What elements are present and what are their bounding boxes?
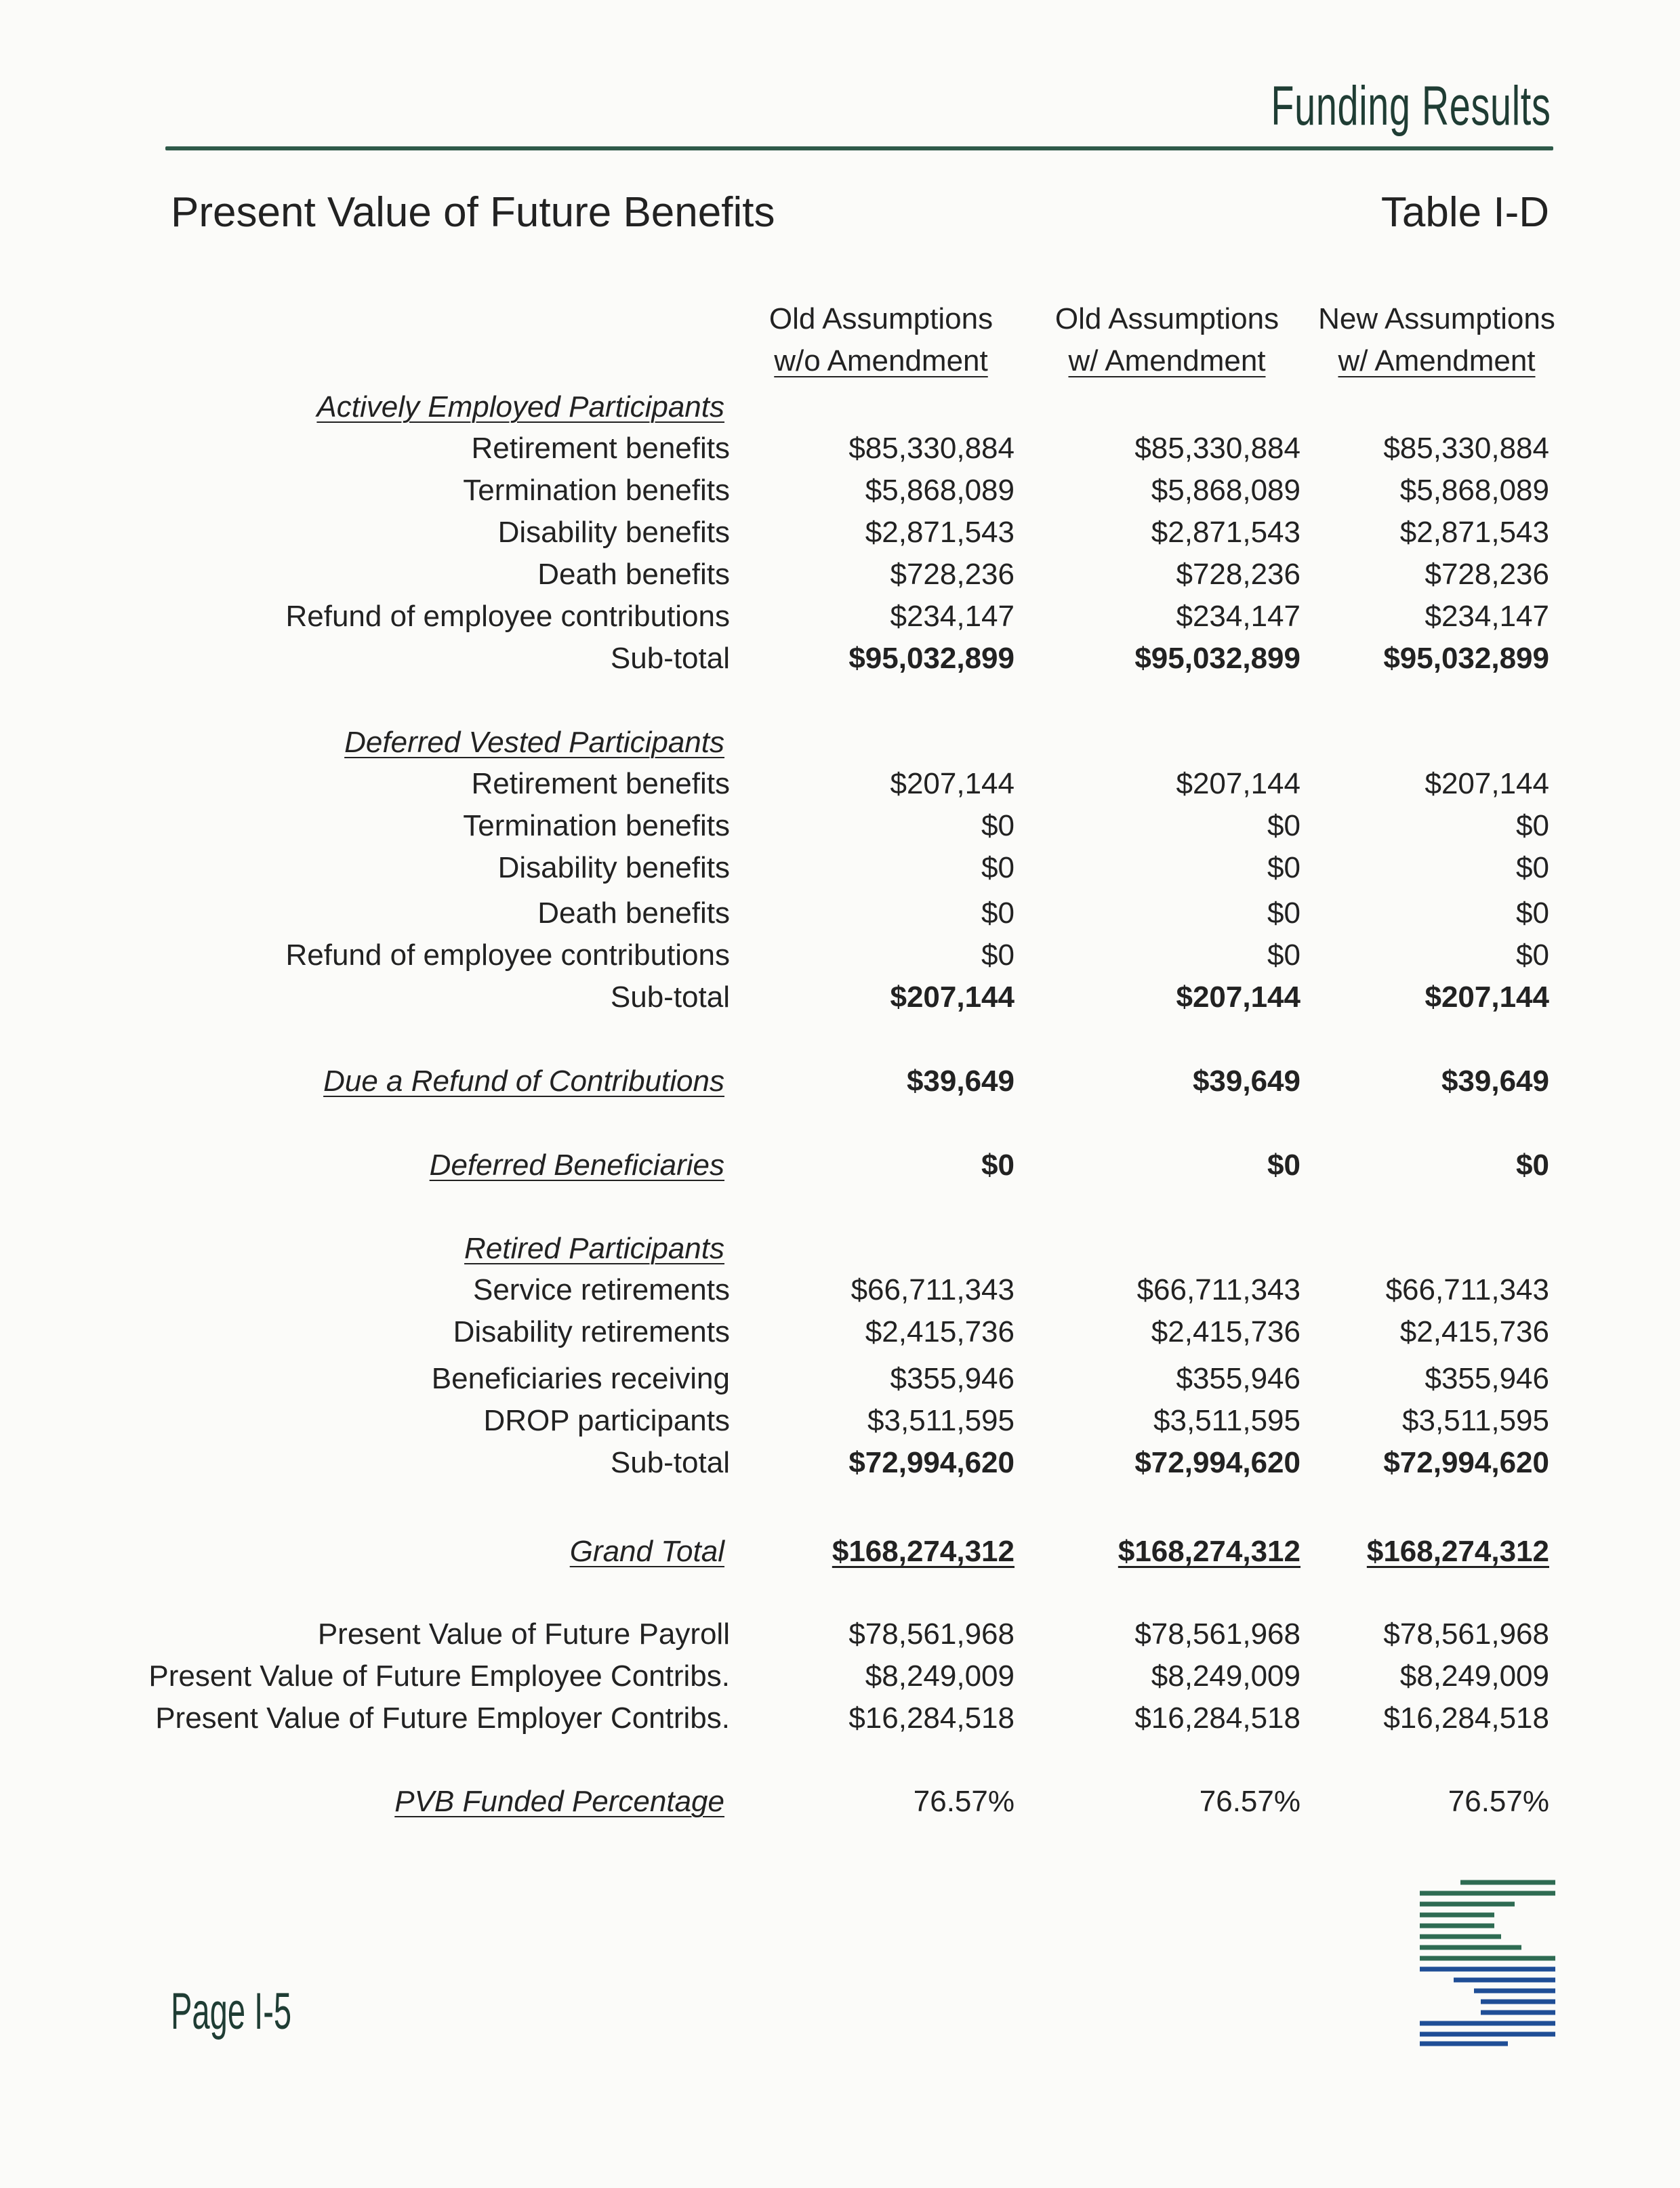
funded-percentage-label: PVB Funded Percentage (394, 1785, 724, 1818)
grand-total-value: $168,274,312 (832, 1535, 1015, 1568)
value-cell: $0 (1267, 1149, 1300, 1182)
value-cell: $2,871,543 (1151, 516, 1300, 549)
value-cell: $5,868,089 (865, 474, 1015, 507)
value-cell: $355,946 (890, 1362, 1015, 1395)
value-cell: $207,144 (890, 767, 1015, 800)
value-cell: $728,236 (890, 558, 1015, 591)
row-label: Termination benefits (463, 809, 730, 842)
column-header-line1: Old Assumptions (1054, 302, 1279, 335)
subtotal-value: $95,032,899 (1134, 642, 1300, 675)
row-label: Refund of employee contributions (285, 600, 730, 633)
row-label: Death benefits (537, 896, 730, 930)
subtotal-value: $207,144 (1176, 981, 1300, 1014)
value-cell: $8,249,009 (1151, 1659, 1300, 1693)
section-header-active: Actively Employed Participants (316, 390, 724, 424)
value-cell: $78,561,968 (1383, 1617, 1549, 1651)
value-cell: $0 (1516, 938, 1549, 972)
value-cell: $207,144 (1176, 767, 1300, 800)
subtotal-label: Sub-total (610, 981, 730, 1014)
value-cell: $728,236 (1176, 558, 1300, 591)
value-cell: $8,249,009 (865, 1659, 1015, 1693)
subtotal-value: $72,994,620 (1383, 1446, 1549, 1479)
page-title: Present Value of Future Benefits (171, 189, 775, 236)
value-cell: $3,511,595 (867, 1404, 1015, 1437)
value-cell: $0 (1516, 1149, 1549, 1182)
value-cell: $39,649 (1192, 1065, 1300, 1098)
value-cell: $355,946 (1176, 1362, 1300, 1395)
value-cell: $39,649 (1441, 1065, 1549, 1098)
value-cell: $0 (981, 938, 1015, 972)
value-cell: $3,511,595 (1153, 1404, 1300, 1437)
column-header-line2: w/ Amendment (1338, 344, 1536, 377)
value-cell: $234,147 (890, 600, 1015, 633)
value-cell: $0 (981, 896, 1015, 930)
value-cell: $207,144 (1425, 767, 1549, 800)
funded-percentage-value: 76.57% (1448, 1785, 1549, 1818)
subtotal-value: $207,144 (890, 981, 1015, 1014)
row-label: Beneficiaries receiving (431, 1362, 730, 1395)
row-label: DROP participants (483, 1404, 730, 1437)
value-cell: $0 (1267, 851, 1300, 884)
value-cell: $8,249,009 (1399, 1659, 1549, 1693)
value-cell: $2,415,736 (1399, 1315, 1549, 1348)
section-header-due-refund: Due a Refund of Contributions (323, 1065, 724, 1098)
value-cell: $78,561,968 (1134, 1617, 1300, 1651)
section-header-deferred-beneficiaries: Deferred Beneficiaries (429, 1149, 724, 1182)
stripe-s-logo-icon (1420, 1877, 1555, 2046)
value-cell: $728,236 (1425, 558, 1549, 591)
grand-total-value: $168,274,312 (1366, 1535, 1549, 1568)
row-label: Death benefits (537, 558, 730, 591)
value-cell: $85,330,884 (1134, 432, 1300, 465)
value-cell: $16,284,518 (848, 1701, 1015, 1735)
value-cell: $0 (981, 1149, 1015, 1182)
row-label: Termination benefits (463, 474, 730, 507)
value-cell: $0 (981, 809, 1015, 842)
column-header-line1: Old Assumptions (769, 302, 993, 335)
value-cell: $16,284,518 (1134, 1701, 1300, 1735)
row-label: Disability retirements (453, 1315, 730, 1348)
column-header-line2: w/ Amendment (1068, 344, 1266, 377)
value-cell: $0 (1516, 896, 1549, 930)
subtotal-label: Sub-total (610, 1446, 730, 1479)
value-cell: $234,147 (1176, 600, 1300, 633)
value-cell: $234,147 (1425, 600, 1549, 633)
column-header-line1: New Assumptions (1318, 302, 1555, 335)
row-label: Disability benefits (497, 516, 730, 549)
funded-percentage-value: 76.57% (913, 1785, 1015, 1818)
value-cell: $0 (1267, 809, 1300, 842)
value-cell: $355,946 (1425, 1362, 1549, 1395)
grand-total-value: $168,274,312 (1118, 1535, 1300, 1568)
subtotal-value: $72,994,620 (848, 1446, 1015, 1479)
value-cell: $66,711,343 (1136, 1273, 1300, 1306)
value-cell: $0 (1267, 938, 1300, 972)
subtotal-value: $72,994,620 (1134, 1446, 1300, 1479)
value-cell: $0 (1516, 809, 1549, 842)
value-cell: $2,871,543 (1399, 516, 1549, 549)
value-cell: $2,415,736 (865, 1315, 1015, 1348)
value-cell: $66,711,343 (1385, 1273, 1549, 1306)
subtotal-value: $95,032,899 (1383, 642, 1549, 675)
column-header-1 (752, 298, 1010, 382)
column-header-line2: w/o Amendment (774, 344, 988, 377)
table-id: Table I-D (1380, 189, 1549, 236)
value-cell: $3,511,595 (1402, 1404, 1549, 1437)
subtotal-label: Sub-total (610, 642, 730, 675)
section-header-retired: Retired Participants (464, 1232, 724, 1265)
row-label: Present Value of Future Employer Contribs. (155, 1701, 730, 1735)
value-cell: $0 (1267, 896, 1300, 930)
row-label: Service retirements (472, 1273, 730, 1306)
row-label: Present Value of Future Employee Contribs. (148, 1659, 730, 1693)
row-label: Disability benefits (497, 851, 730, 884)
section-header-deferred-vested: Deferred Vested Participants (344, 726, 724, 759)
grand-total-label: Grand Total (569, 1535, 724, 1568)
value-cell: $0 (981, 851, 1015, 884)
value-cell: $66,711,343 (851, 1273, 1015, 1306)
value-cell: $2,871,543 (865, 516, 1015, 549)
header-rule (165, 146, 1553, 150)
value-cell: $16,284,518 (1383, 1701, 1549, 1735)
value-cell: $5,868,089 (1151, 474, 1300, 507)
page-number: Page I-5 (171, 1983, 292, 2040)
row-label: Retirement benefits (471, 767, 730, 800)
subtotal-value: $95,032,899 (848, 642, 1015, 675)
funded-percentage-value: 76.57% (1199, 1785, 1300, 1818)
column-header-3 (1301, 298, 1572, 382)
value-cell: $78,561,968 (848, 1617, 1015, 1651)
value-cell: $85,330,884 (1383, 432, 1549, 465)
row-label: Present Value of Future Payroll (317, 1617, 730, 1651)
value-cell: $2,415,736 (1151, 1315, 1300, 1348)
value-cell: $85,330,884 (848, 432, 1015, 465)
subtotal-value: $207,144 (1425, 981, 1549, 1014)
row-label: Retirement benefits (471, 432, 730, 465)
value-cell: $39,649 (906, 1065, 1015, 1098)
section-title: Funding Results (1271, 75, 1551, 137)
value-cell: $0 (1516, 851, 1549, 884)
row-label: Refund of employee contributions (285, 938, 730, 972)
column-header-2 (1038, 298, 1296, 382)
value-cell: $5,868,089 (1399, 474, 1549, 507)
